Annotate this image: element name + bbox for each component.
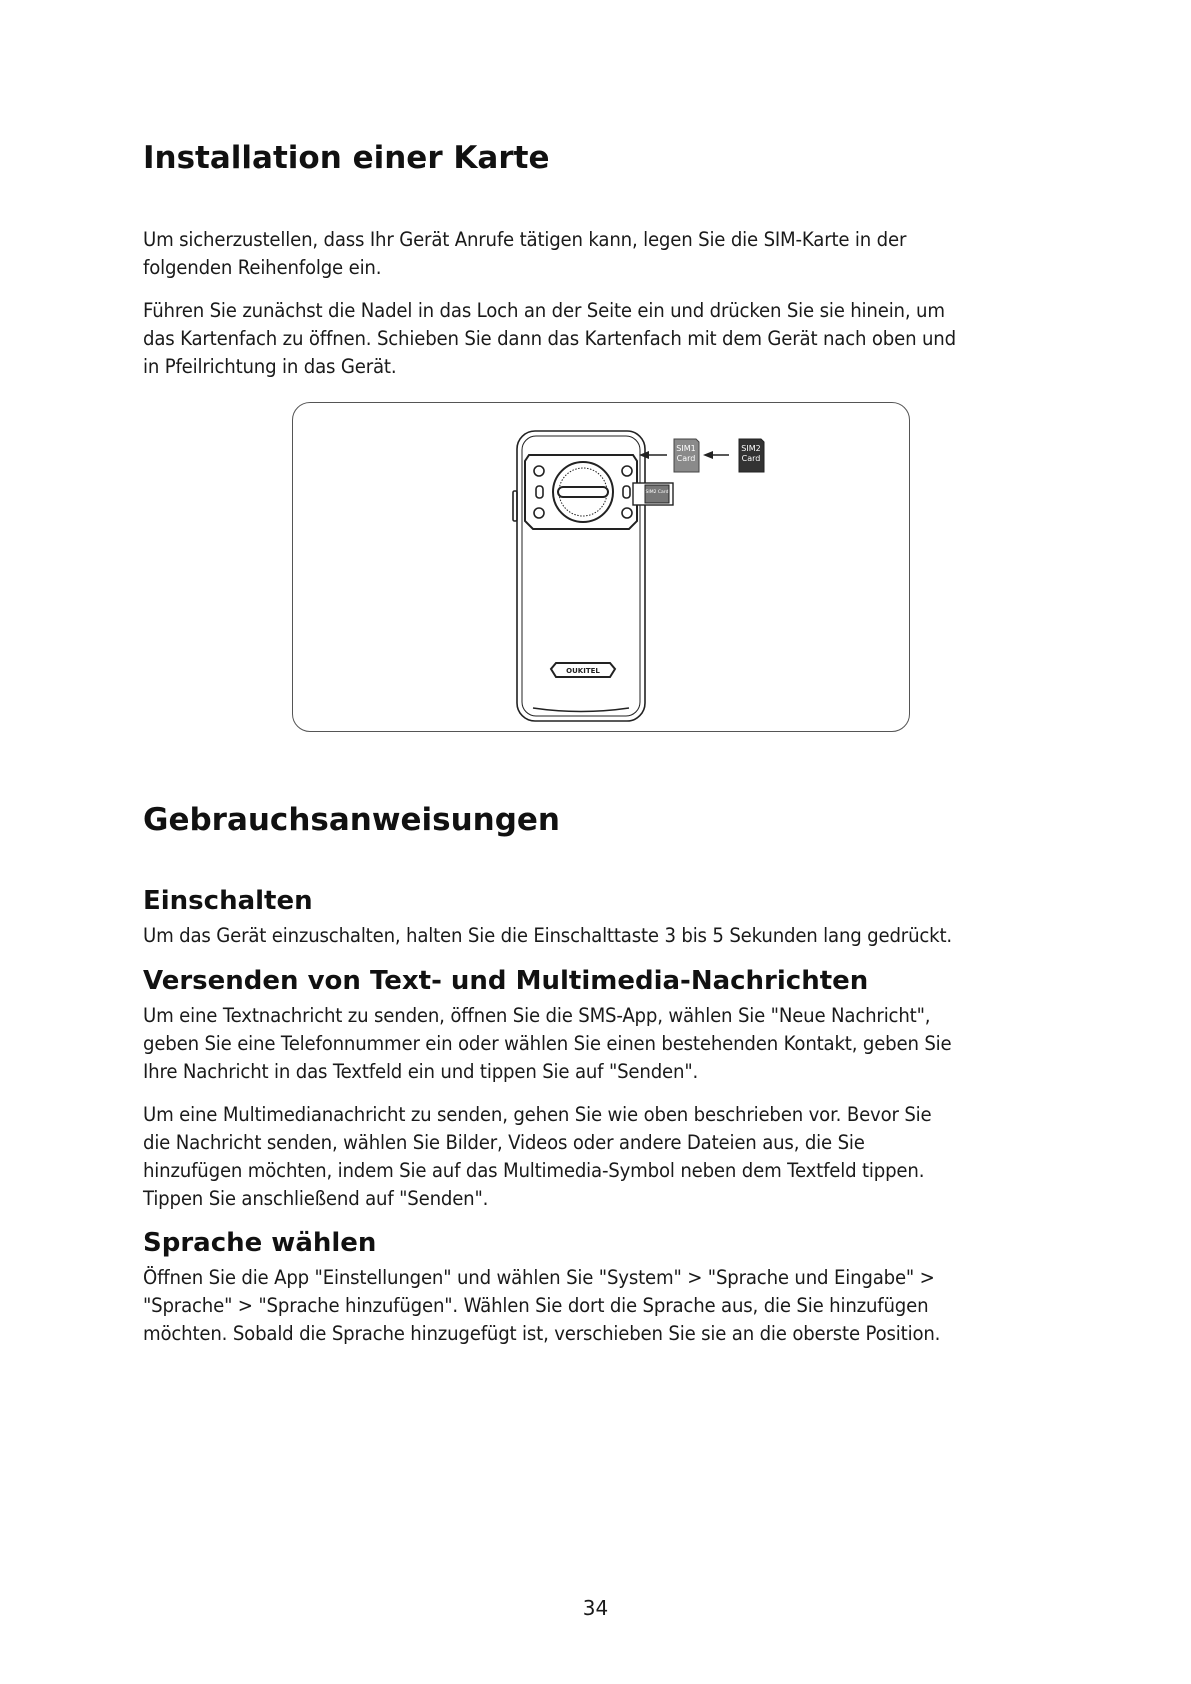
section-title-instructions: Gebrauchsanweisungen xyxy=(143,802,560,838)
svg-text:SIM1: SIM1 xyxy=(676,444,696,453)
sim-installation-figure xyxy=(292,402,910,732)
paragraph-line: in Pfeilrichtung in das Gerät. xyxy=(143,355,397,378)
arrow-icon xyxy=(639,451,667,459)
svg-text:SIM2: SIM2 xyxy=(741,444,761,453)
paragraph-line: "Sprache" > "Sprache hinzufügen". Wählen Sie dort die Sprache aus, die Sie hinzufügen xyxy=(143,1294,929,1317)
subsection-title-language: Sprache wählen xyxy=(143,1228,377,1258)
tray-label: SIM2 Card xyxy=(645,490,669,495)
paragraph-line: Um eine Textnachricht zu senden, öffnen Sie die SMS-App, wählen Sie "Neue Nachricht", xyxy=(143,1004,931,1027)
paragraph-line: hinzufügen möchten, indem Sie auf das Multimedia-Symbol neben dem Textfeld tippen. xyxy=(143,1159,925,1182)
subsection-title-power-on: Einschalten xyxy=(143,886,313,916)
svg-text:Card: Card xyxy=(741,454,761,463)
paragraph-line: geben Sie eine Telefonnummer ein oder wählen Sie einen bestehenden Kontakt, geben Sie xyxy=(143,1032,952,1055)
subsection-title-messages: Versenden von Text- und Multimedia-Nachrichten xyxy=(143,966,869,996)
phone-illustration xyxy=(293,403,911,733)
section-title-card-installation: Installation einer Karte xyxy=(143,140,550,176)
paragraph-line: folgenden Reihenfolge ein. xyxy=(143,256,382,279)
paragraph-line: Öffnen Sie die App "Einstellungen" und wählen Sie "System" > "Sprache und Eingabe" > xyxy=(143,1266,935,1289)
paragraph-line: Um eine Multimedianachricht zu senden, gehen Sie wie oben beschrieben vor. Bevor Sie xyxy=(143,1103,932,1126)
paragraph-line: Führen Sie zunächst die Nadel in das Loch an der Seite ein und drücken Sie sie hinein, um xyxy=(143,299,945,322)
paragraph-line: möchten. Sobald die Sprache hinzugefügt ist, verschieben Sie sie an die oberste Position. xyxy=(143,1322,941,1345)
paragraph-line: die Nachricht senden, wählen Sie Bilder, Videos oder andere Dateien aus, die Sie xyxy=(143,1131,865,1154)
svg-text:Card: Card xyxy=(676,454,696,463)
paragraph-line: das Kartenfach zu öffnen. Schieben Sie dann das Kartenfach mit dem Gerät nach oben und xyxy=(143,327,956,350)
sim-tray xyxy=(633,483,673,505)
paragraph-line: Um sicherzustellen, dass Ihr Gerät Anrufe tätigen kann, legen Sie die SIM-Karte in der xyxy=(143,228,907,251)
brand-logo-text: OUKITEL xyxy=(566,667,600,675)
arrow-icon xyxy=(703,451,729,459)
sim1-card-icon xyxy=(674,439,699,472)
paragraph-line: Um das Gerät einzuschalten, halten Sie die Einschalttaste 3 bis 5 Sekunden lang gedrückt. xyxy=(143,924,952,947)
sim2-card-icon xyxy=(739,439,764,472)
paragraph-line: Tippen Sie anschließend auf "Senden". xyxy=(143,1187,489,1210)
paragraph-line: Ihre Nachricht in das Textfeld ein und tippen Sie auf "Senden". xyxy=(143,1060,699,1083)
page-number: 34 xyxy=(582,1596,609,1620)
